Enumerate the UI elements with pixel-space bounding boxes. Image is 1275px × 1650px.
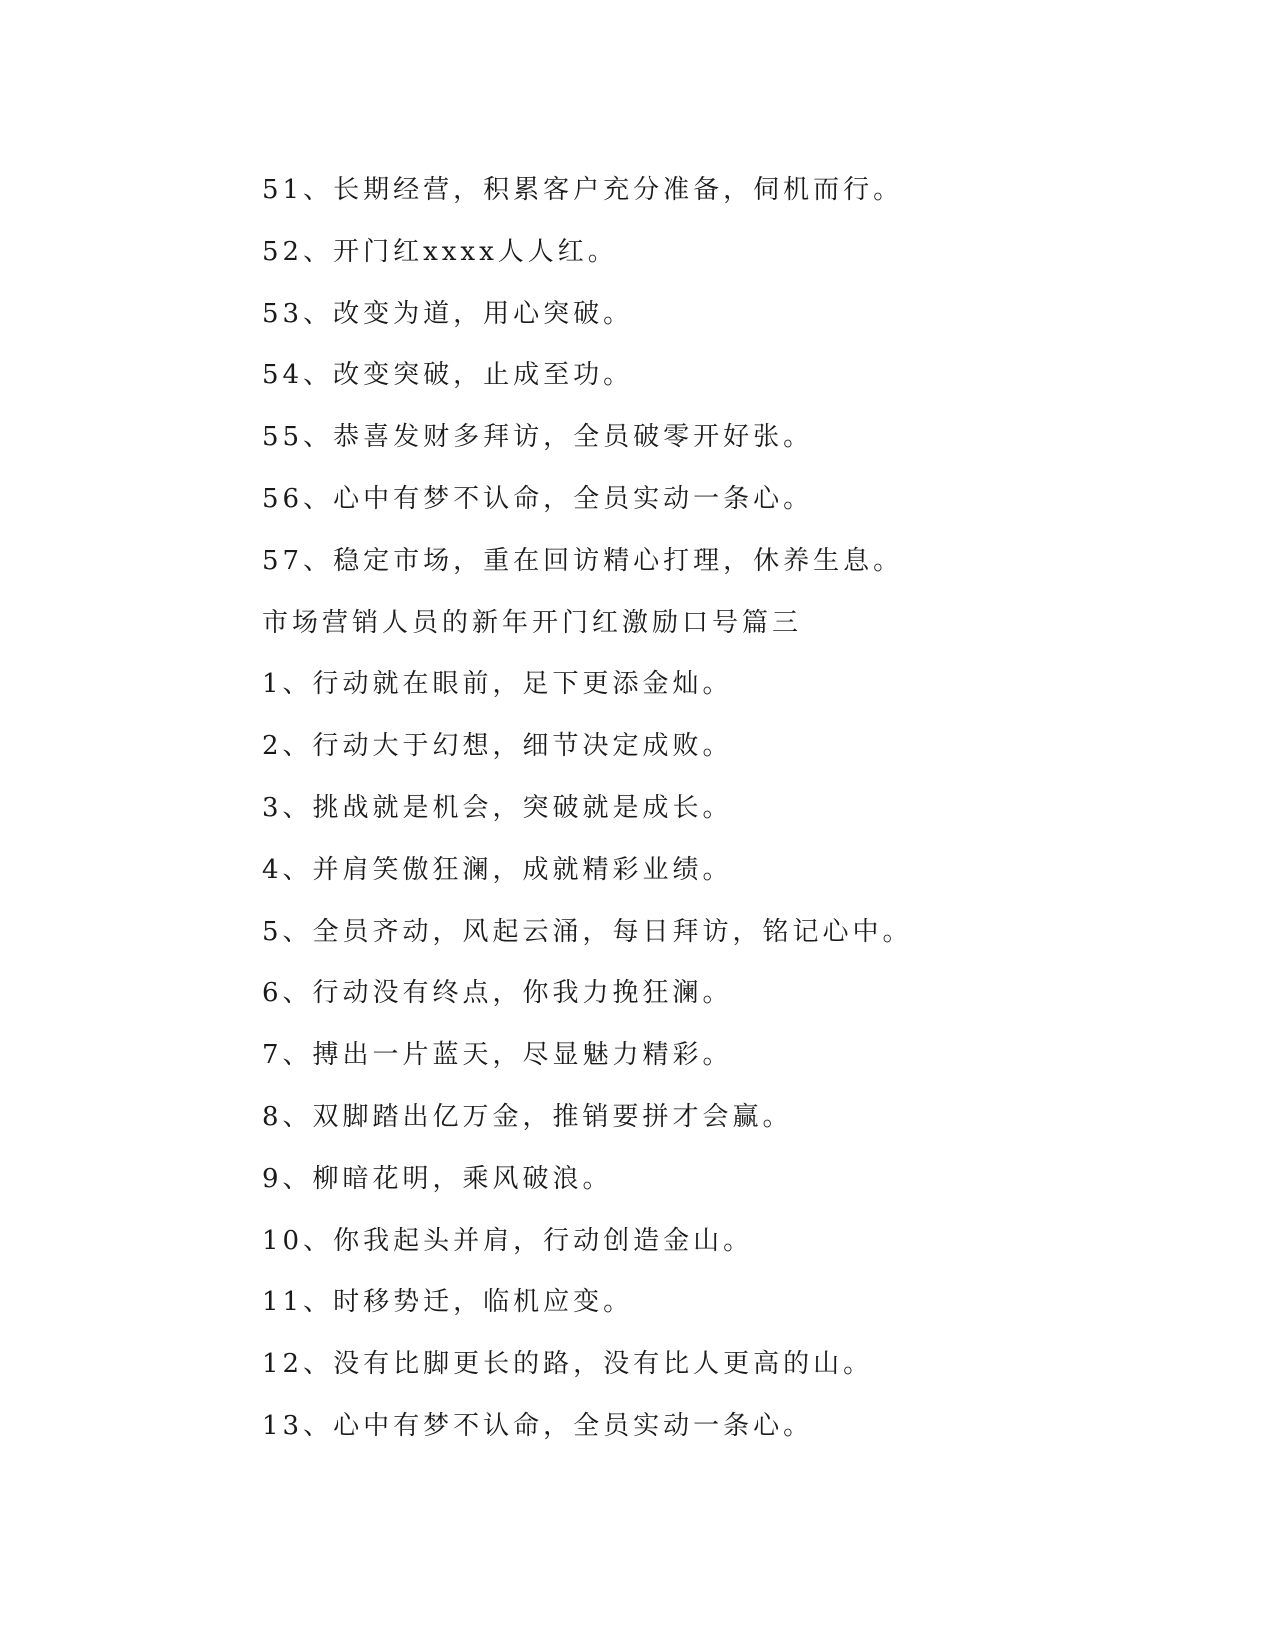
section-heading: 市场营销人员的新年开门红激励口号篇三 — [262, 607, 803, 638]
slogan-line: 10、你我起头并肩，行动创造金山。 — [262, 1225, 754, 1256]
slogan-line: 56、心中有梦不认命，全员实动一条心。 — [262, 483, 814, 514]
document-body — [262, 160, 1162, 1458]
slogan-line: 9、柳暗花明，乘风破浪。 — [262, 1163, 613, 1194]
slogan-line: 7、搏出一片蓝天，尽显魅力精彩。 — [262, 1040, 733, 1071]
slogan-line: 57、稳定市场，重在回访精心打理，休养生息。 — [262, 545, 904, 576]
slogan-line: 4、并肩笑傲狂澜，成就精彩业绩。 — [262, 854, 733, 885]
slogan-line: 1、行动就在眼前，足下更添金灿。 — [262, 669, 733, 700]
slogan-line: 5、全员齐动，风起云涌，每日拜访，铭记心中。 — [262, 916, 913, 947]
slogan-line: 12、没有比脚更长的路，没有比人更高的山。 — [262, 1349, 874, 1380]
slogan-line: 6、行动没有终点，你我力挽狂澜。 — [262, 978, 733, 1009]
slogan-line: 3、挑战就是机会，突破就是成长。 — [262, 792, 733, 823]
slogan-line: 54、改变突破，止成至功。 — [262, 360, 634, 391]
slogan-line: 13、心中有梦不认命，全员实动一条心。 — [262, 1410, 814, 1441]
slogan-line: 2、行动大于幻想，细节决定成败。 — [262, 731, 733, 762]
slogan-line: 51、长期经营，积累客户充分准备，伺机而行。 — [262, 175, 904, 205]
slogan-line: 55、恭喜发财多拜访，全员破零开好张。 — [262, 422, 814, 453]
slogan-line: 53、改变为道，用心突破。 — [262, 298, 634, 329]
slogan-line: 8、双脚踏出亿万金，推销要拼才会赢。 — [262, 1101, 793, 1132]
slogan-line: 52、开门红xxxx人人红。 — [262, 236, 618, 267]
slogan-line: 11、时移势迁，临机应变。 — [262, 1287, 634, 1318]
